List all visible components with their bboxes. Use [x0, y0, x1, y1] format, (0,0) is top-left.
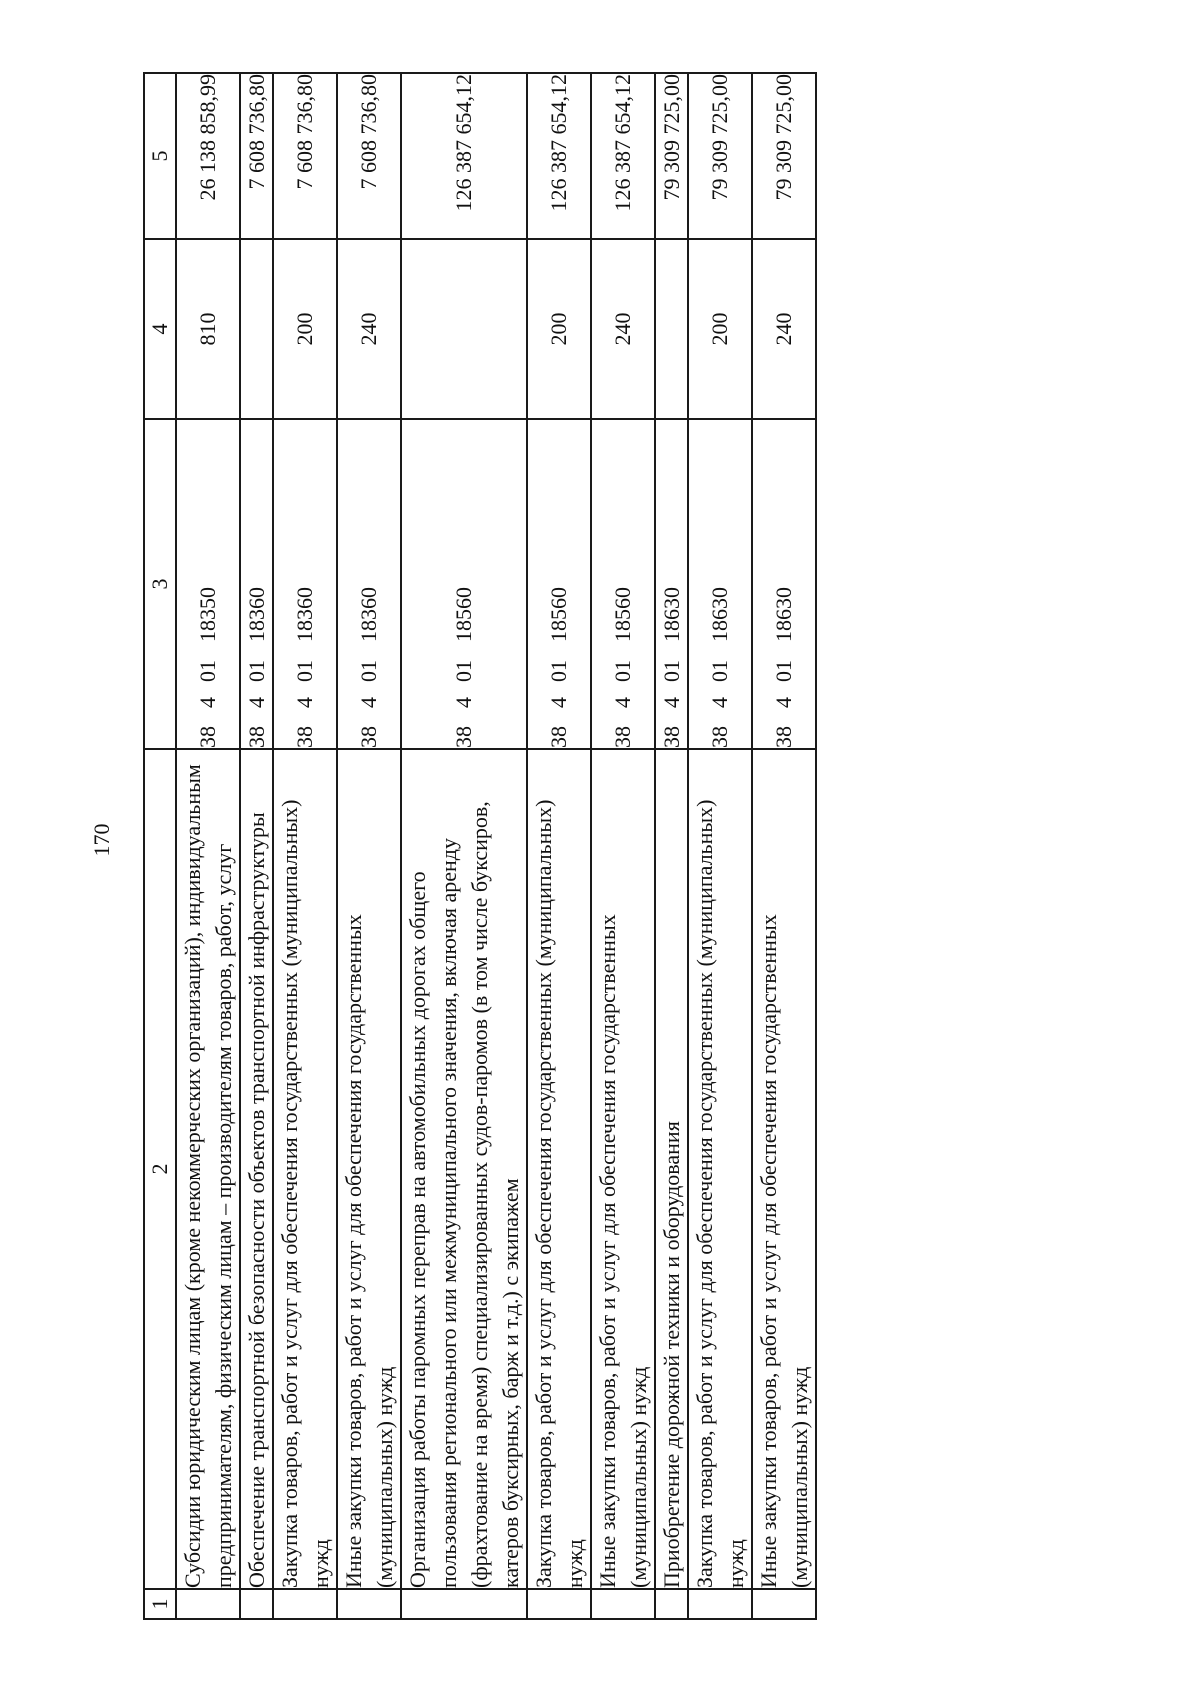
description-cell: Закупка товаров, работ и услуг для обеспечения государственных (муниципальных) нужд: [273, 749, 337, 1589]
code-part: 18560: [451, 587, 476, 642]
code-part: 4: [451, 697, 476, 708]
row-number-cell: [591, 1589, 655, 1619]
target-article-cell: [655, 419, 688, 749]
expense-type-cell: 240: [337, 239, 401, 419]
code-part: 18350: [195, 587, 220, 642]
target-article-cell: [527, 419, 591, 749]
code-part: 38: [451, 726, 476, 748]
amount-cell: 7 608 736,80: [240, 73, 273, 239]
target-article-cell: [401, 419, 527, 749]
expense-type-cell: 240: [752, 239, 816, 419]
amount-cell: 26 138 858,99: [176, 73, 240, 239]
header-row: [144, 73, 176, 1619]
row-number-cell: [337, 1589, 401, 1619]
table-row: [401, 73, 527, 1619]
target-article-cell: [273, 419, 337, 749]
expense-type-cell: 200: [273, 239, 337, 419]
budget-table: [143, 72, 817, 1620]
row-number-cell: [273, 1589, 337, 1619]
code-part: 4: [546, 697, 571, 708]
table-row: [527, 73, 591, 1619]
code-part: 18360: [292, 587, 317, 642]
code-part: 4: [610, 697, 635, 708]
table-row: [591, 73, 655, 1619]
page-number: 170: [89, 823, 114, 857]
code-part: 4: [356, 697, 381, 708]
expense-type-cell: 200: [527, 239, 591, 419]
code-part: 18360: [356, 587, 381, 642]
code-part: 01: [243, 660, 269, 682]
description-cell: Иные закупки товаров, работ и услуг для обеспечения государственных (муниципальных) нужд: [591, 749, 655, 1589]
amount-cell: 126 387 654,12: [591, 73, 655, 239]
code-part: 18630: [707, 587, 732, 642]
expense-type-cell: 200: [688, 239, 752, 419]
code-part: 4: [658, 697, 684, 708]
row-number-cell: [240, 1589, 273, 1619]
row-number-cell: [176, 1589, 240, 1619]
code-part: 01: [292, 660, 317, 682]
code-part: 01: [771, 660, 796, 682]
code-part: 01: [451, 660, 476, 682]
table-container: [143, 72, 1023, 1620]
target-article-cell: [688, 419, 752, 749]
amount-cell: 79 309 725,00: [688, 73, 752, 239]
header-col-5: 5: [144, 73, 176, 239]
code-part: 38: [707, 726, 732, 748]
code-part: 38: [292, 726, 317, 748]
amount-cell: 126 387 654,12: [401, 73, 527, 239]
target-article-cell: [176, 419, 240, 749]
row-number-cell: [401, 1589, 527, 1619]
description-cell: Иные закупки товаров, работ и услуг для обеспечения государственных (муниципальных) нужд: [752, 749, 816, 1589]
row-number-cell: [688, 1589, 752, 1619]
description-cell: Закупка товаров, работ и услуг для обеспечения государственных (муниципальных) нужд: [527, 749, 591, 1589]
code-part: 18630: [658, 587, 684, 642]
code-part: 38: [356, 726, 381, 748]
description-cell: Организация работы паромных переправ на автомобильных дорогах общего пользования регионального или межмуниципального значения, включая аренду (фрахтование на время) специализированных судов-паромов (в том числе буксиров, катеров буксирных, барж и т.д.) с экипажем: [401, 749, 527, 1589]
expense-type-cell: 810: [176, 239, 240, 419]
code-part: 01: [658, 660, 684, 682]
code-part: 01: [356, 660, 381, 682]
amount-cell: 126 387 654,12: [527, 73, 591, 239]
description-cell: Иные закупки товаров, работ и услуг для обеспечения государственных (муниципальных) нужд: [337, 749, 401, 1589]
table-row: [273, 73, 337, 1619]
row-number-cell: [752, 1589, 816, 1619]
code-part: 01: [195, 660, 220, 682]
table-row: [176, 73, 240, 1619]
code-part: 4: [292, 697, 317, 708]
expense-type-cell: [655, 239, 688, 419]
code-part: 01: [707, 660, 732, 682]
code-part: 18560: [546, 587, 571, 642]
code-part: 18360: [243, 587, 269, 642]
description-cell: Приобретение дорожной техники и оборудования: [655, 749, 688, 1589]
description-cell: Закупка товаров, работ и услуг для обеспечения государственных (муниципальных) нужд: [688, 749, 752, 1589]
target-article-cell: [591, 419, 655, 749]
amount-cell: 7 608 736,80: [273, 73, 337, 239]
table-row: [688, 73, 752, 1619]
code-part: 38: [195, 726, 220, 748]
description-cell: Обеспечение транспортной безопасности объектов транспортной инфраструктуры: [240, 749, 273, 1589]
target-article-cell: [337, 419, 401, 749]
amount-cell: 79 309 725,00: [655, 73, 688, 239]
code-part: 38: [243, 726, 269, 748]
expense-type-cell: 240: [591, 239, 655, 419]
code-part: 01: [610, 660, 635, 682]
description-cell: Субсидии юридическим лицам (кроме некоммерческих организаций), индивидуальным предпринимателям, физическим лицам – производителям товаров, работ, услуг: [176, 749, 240, 1589]
code-part: 4: [243, 697, 269, 708]
code-part: 18560: [610, 587, 635, 642]
code-part: 38: [771, 726, 796, 748]
row-number-cell: [527, 1589, 591, 1619]
code-part: 38: [546, 726, 571, 748]
header-col-1: 1: [144, 1589, 176, 1619]
amount-cell: 79 309 725,00: [752, 73, 816, 239]
expense-type-cell: [401, 239, 527, 419]
table-row: [655, 73, 688, 1619]
amount-cell: 7 608 736,80: [337, 73, 401, 239]
table-row: [337, 73, 401, 1619]
code-part: 38: [610, 726, 635, 748]
row-number-cell: [655, 1589, 688, 1619]
table-row: [752, 73, 816, 1619]
code-part: 4: [707, 697, 732, 708]
code-part: 4: [771, 697, 796, 708]
table-row: [240, 73, 273, 1619]
code-part: 38: [658, 726, 684, 748]
code-part: 4: [195, 697, 220, 708]
header-col-2: 2: [144, 749, 176, 1589]
target-article-cell: [752, 419, 816, 749]
expense-type-cell: [240, 239, 273, 419]
header-col-3: 3: [144, 419, 176, 749]
header-col-4: 4: [144, 239, 176, 419]
code-part: 01: [546, 660, 571, 682]
code-part: 18630: [771, 587, 796, 642]
target-article-cell: [240, 419, 273, 749]
